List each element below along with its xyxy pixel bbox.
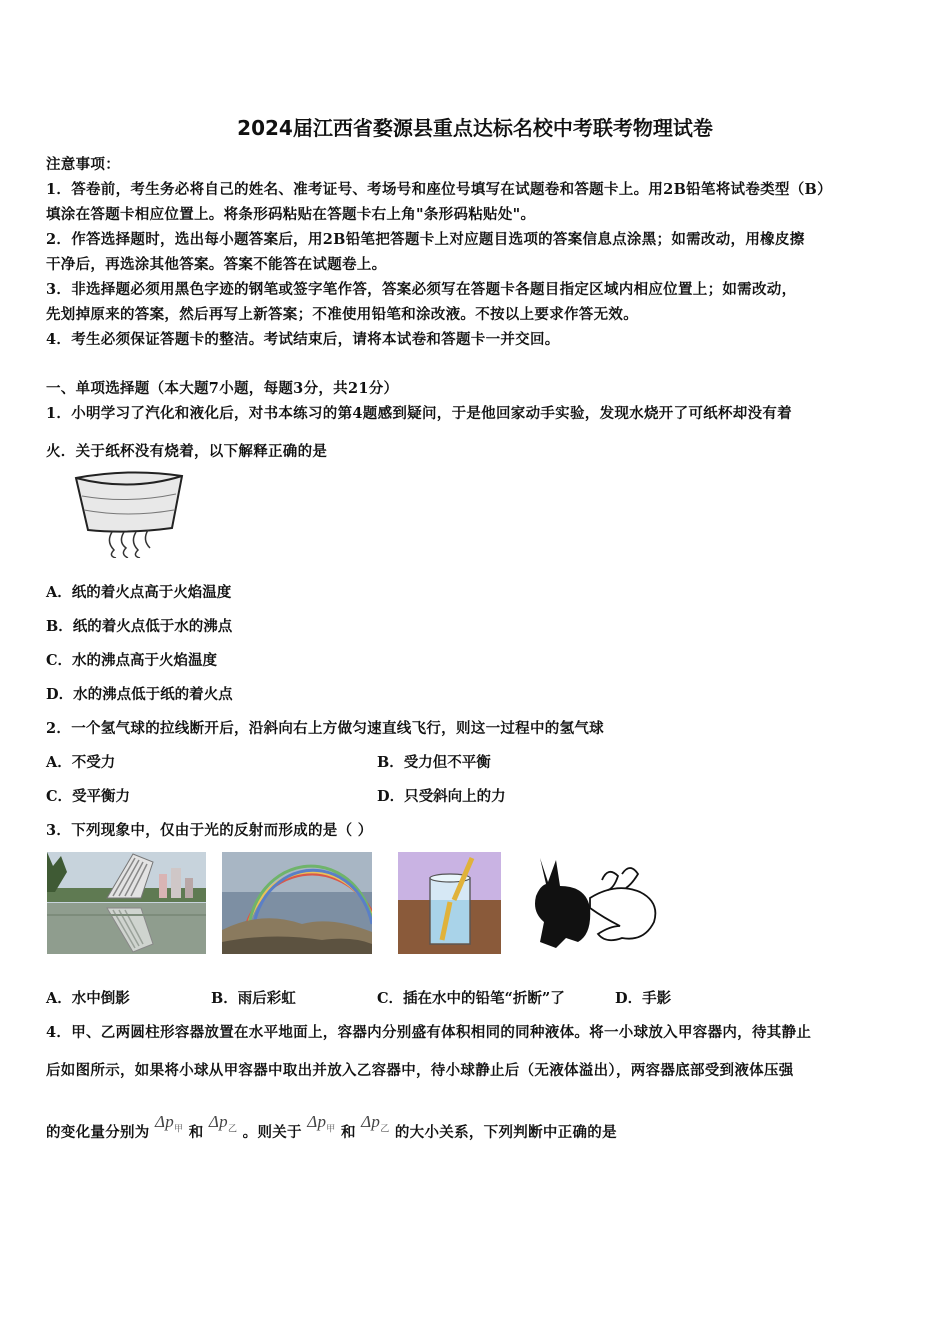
option-d: D．水的沸点低于纸的着火点 (46, 686, 233, 703)
option-a: A．不受力 (46, 754, 116, 771)
option-d: D．手影 (615, 990, 672, 1007)
notice-line: 3．非选择题必须用黑色字迹的钢笔或签字笔作答，答案必须写在答题卡各题目指定区域内相应位置上；如需改动， (46, 281, 797, 298)
notice-line: 4．考生必须保证答题卡的整洁。考试结束后，请将本试卷和答题卡一并交回。 (46, 331, 560, 348)
option-a: A．纸的着火点高于火焰温度 (46, 584, 232, 601)
page-title: 2024届江西省婺源县重点达标名校中考联考物理试卷 (237, 116, 713, 140)
question-stem: 3．下列现象中，仅由于光的反射而形成的是（ ） (46, 822, 373, 839)
hand-shadow-image (526, 852, 668, 954)
question-stem: 2．一个氢气球的拉线断开后，沿斜向右上方做匀速直线飞行，则这一过程中的氢气球 (46, 720, 604, 737)
question-stem: 火．关于纸杯没有烧着，以下解释正确的是 (46, 443, 328, 460)
question-stem: 后如图所示，如果将小球从甲容器中取出并放入乙容器中，待小球静止后（无液体溢出），两容器底部受到液体压强 (46, 1062, 794, 1079)
water-reflection-photo (47, 852, 206, 954)
rainbow-photo (222, 852, 372, 954)
option-d: D．只受斜向上的力 (377, 788, 506, 805)
paper-cup-figure (72, 470, 187, 558)
option-c: C．水的沸点高于火焰温度 (46, 652, 218, 669)
option-c: C．受平衡力 (46, 788, 131, 805)
option-b: B．受力但不平衡 (377, 754, 491, 771)
delta-p-jia-symbol: $\Delta p_甲$ (154, 1112, 184, 1134)
question-stem: 1．小明学习了汽化和液化后，对书本练习的第4题感到疑问，于是他回家动手实验，发现水烧开了可纸杯却没有着 (46, 405, 792, 422)
option-c: C．插在水中的铅笔“折断”了 (377, 990, 565, 1007)
notice-heading: 注意事项： (46, 156, 120, 173)
notice-line: 干净后，再选涂其他答案。答案不能答在试题卷上。 (46, 256, 387, 273)
question-stem: 4．甲、乙两圆柱形容器放置在水平地面上，容器内分别盛有体积相同的同种液体。将一小球放入甲容器内，待其静止 (46, 1024, 812, 1041)
option-b: B．雨后彩虹 (211, 990, 296, 1007)
notice-line: 2．作答选择题时，选出每小题答案后，用2B铅笔把答题卡上对应题目选项的答案信息点涂黑；如需改动，用橡皮擦 (46, 231, 805, 248)
notice-line: 填涂在答题卡相应位置上。将条形码粘贴在答题卡右上角"条形码粘贴处"。 (46, 206, 536, 223)
notice-line: 1．答卷前，考生务必将自己的姓名、准考证号、考场号和座位号填写在试题卷和答题卡上。用2B铅笔将试卷类型（B） (46, 181, 832, 198)
option-a: A．水中倒影 (46, 990, 130, 1007)
delta-p-yi-symbol: $\Delta p_乙$ (361, 1112, 390, 1134)
pencil-in-water-image (398, 852, 501, 954)
section-heading: 一、单项选择题（本大题7小题，每题3分，共21分） (46, 380, 399, 397)
delta-p-yi-symbol: $\Delta p_乙$ (208, 1112, 238, 1134)
notice-line: 先划掉原来的答案，然后再写上新答案；不准使用铅笔和涂改液。不按以上要求作答无效。 (46, 306, 638, 323)
question-stem-inline: 的变化量分别为 $\Delta p_甲$ 和 $\Delta p_乙$ 。则关于 $\Delta p_甲$ 和 $\Delta p_乙$ 的大小关系，下列判断中正确的是 (46, 1112, 617, 1141)
option-b: B．纸的着火点低于水的沸点 (46, 618, 233, 635)
delta-p-jia-symbol: $\Delta p_甲$ (307, 1112, 336, 1134)
